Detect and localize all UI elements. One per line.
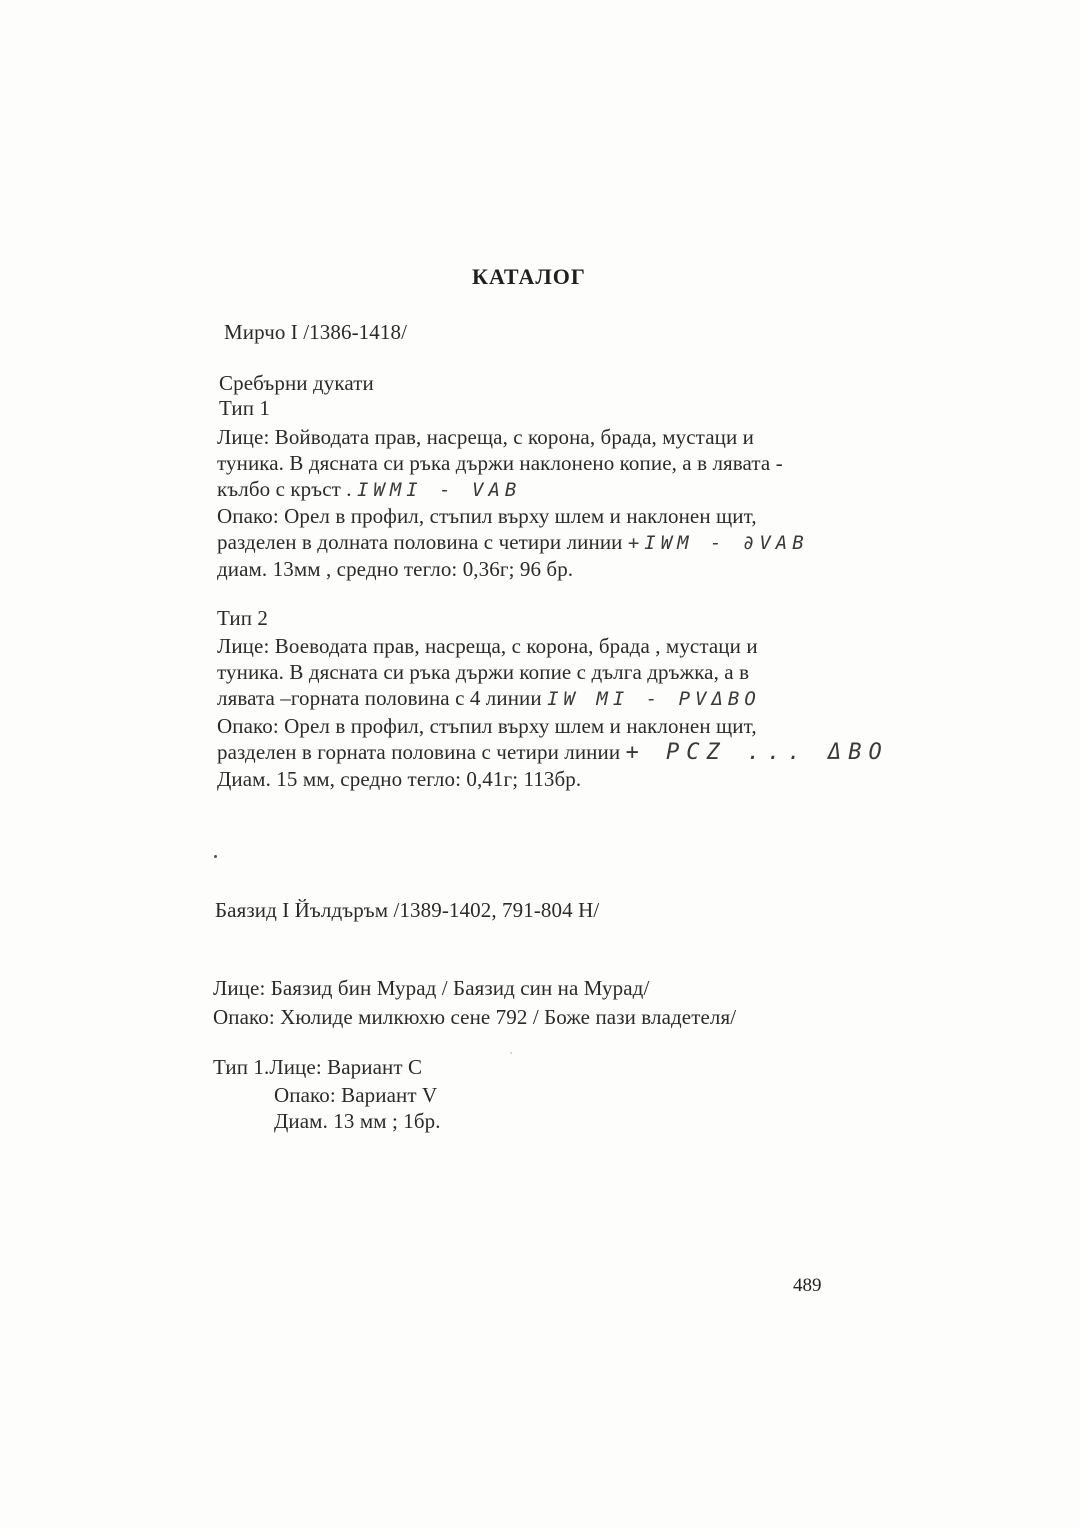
stray-dot-mark [214,855,217,858]
legend-obverse: Лице: Баязид бин Мурад / Баязид син на Мурад/ [213,976,650,1000]
type1-obverse-line-3 [217,477,521,502]
ruler-heading-bayezid: Баязид I Йълдъръм /1389-1402, 791-804 H/ [215,898,600,922]
catalog-title: КАТАЛОГ [472,264,586,289]
type1-obverse-line-1: Лице: Войводата прав, насреща, с корона, брада, мустаци и [217,425,754,449]
page-number: 489 [793,1275,822,1296]
type2-obverse-inscription: IW MI - PVΔBO [547,688,761,710]
type1b-obverse: Тип 1.Лице: Вариант C [213,1055,423,1079]
ruler-heading-mircho: Мирчо I /1386-1418/ [224,320,408,344]
type2-obverse-line-3 [217,686,761,711]
type1-label: Тип 1 [219,396,271,420]
type2-reverse-text: разделен в горната половина с четири линии [217,740,621,764]
type1-reverse-inscription: +IWM - ∂VAB [627,532,809,554]
type2-reverse-inscription: + PCZ ... ΔBO [625,740,889,765]
type2-reverse-line-2 [217,740,889,765]
type1-summary: диам. 13мм , средно тегло: 0,36г; 96 бр. [217,557,574,581]
type1-reverse-text: разделен в долната половина с четири линии [217,530,623,554]
type2-reverse-line-1: Опако: Орел в профил, стъпил върху шлем и наклонен щит, [217,714,757,738]
type1-reverse-line-2 [217,530,809,555]
type1-obverse-text: кълбо с кръст . [217,477,352,501]
type2-summary: Диам. 15 мм, средно тегло: 0,41г; 113бр. [217,767,582,791]
type1b-reverse: Опако: Вариант V [274,1083,438,1107]
type1-obverse-line-2: туника. В дясната си ръка държи наклонено копие, а в лявата - [217,451,783,475]
legend-reverse: Опако: Хюлиде милкюхю сене 792 / Боже пази владетеля/ [213,1005,737,1029]
scan-speck [510,1052,512,1054]
type1-obverse-inscription: IWMI - VAB [356,479,522,501]
type1-reverse-line-1: Опако: Орел в профил, стъпил върху шлем и наклонен щит, [217,504,757,528]
type1b-summary: Диам. 13 мм ; 1бр. [274,1109,441,1133]
type2-obverse-line-2: туника. В дясната си ръка държи копие с дълга дръжка, а в [217,660,750,684]
type2-label: Тип 2 [217,606,269,630]
type2-obverse-text: лявата –горната половина с 4 линии [217,686,542,710]
section-heading-silver-ducats: Сребърни дукати [219,371,374,395]
type2-obverse-line-1: Лице: Воеводата прав, насреща, с корона, брада , мустаци и [217,634,758,658]
